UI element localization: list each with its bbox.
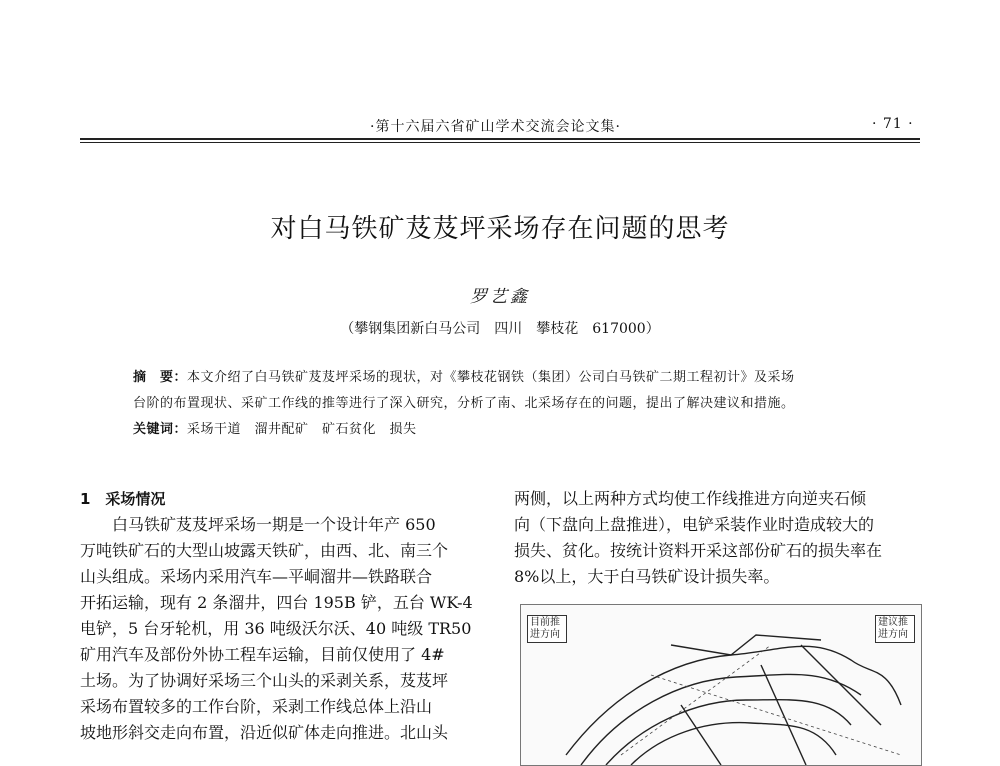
body-line: 山头组成。采场内采用汽车—平峒溜井—铁路联合 [80, 567, 433, 586]
pit-cross-line [681, 705, 721, 765]
section-heading: 1 采场情况 [80, 490, 166, 508]
abstract-text-1: 本文介绍了白马铁矿芨芨坪采场的现状，对《攀枝花钢铁（集团）公司白马铁矿二期工程初计》及采场 [187, 370, 795, 385]
right-column [514, 486, 924, 590]
left-column [80, 486, 480, 746]
current-direction-label: 目前推进方向 [527, 615, 567, 643]
body-line: 白马铁矿芨芨坪采场一期是一个设计年产 650 [112, 515, 436, 534]
author-affiliation: （攀钢集团新白马公司 四川 攀枝花 617000） [340, 321, 660, 337]
pit-cross-line [801, 645, 881, 725]
abstract-line-1 [133, 366, 795, 385]
body-line: 坡地形斜交走向布置，沿近似矿体走向推进。北山头 [80, 723, 449, 742]
body-line: 向（下盘向上盘推进），电铲采装作业时造成较大的 [514, 515, 875, 534]
header-rule-thin [80, 142, 920, 143]
keywords-label: 关键词： [133, 422, 188, 437]
suggested-direction-label: 建议推进方向 [875, 615, 915, 643]
paper-title: 对白马铁矿芨芨坪采场存在问题的思考 [270, 214, 730, 244]
body-line: 开拓运输，现有 2 条溜井，四台 195B 铲，五台 WK-4 [80, 593, 473, 612]
pit-contour-drawing [521, 605, 921, 765]
pit-diagram [520, 604, 922, 766]
author-name: 罗艺鑫 [470, 287, 530, 307]
body-line: 损失、贫化。按统计资料开采这部份矿石的损失率在 [514, 541, 883, 560]
abstract-label: 摘 要： [133, 370, 188, 385]
body-line: 两侧，以上两种方式均使工作线推进方向逆夹石倾 [514, 489, 867, 508]
body-line: 矿用汽车及部份外协工程车运输，目前仅使用了 4# [80, 645, 445, 664]
page-number: · 71 · [872, 116, 914, 132]
body-line: 电铲，5 台牙轮机，用 36 吨级沃尔沃、40 吨级 TR50 [80, 619, 472, 638]
pit-cross-line [761, 665, 806, 765]
body-line: 万吨铁矿石的大型山坡露天铁矿，由西、北、南三个 [80, 541, 449, 560]
body-line: 采场布置较多的工作台阶，采剥工作线总体上沿山 [80, 697, 433, 716]
keywords-line [133, 418, 417, 437]
body-line: 8%以上，大于白马铁矿设计损失率。 [514, 567, 780, 586]
abstract-line-2: 台阶的布置现状、采矿工作线的推等进行了深入研究，分析了南、北采场存在的问题，提出了解决建议和措施。 [133, 396, 795, 411]
pit-road-line [671, 635, 821, 655]
header-rule [80, 138, 920, 140]
pit-bench-contour [631, 723, 836, 765]
journal-header: ·第十六届六省矿山学术交流会论文集· [370, 119, 621, 135]
body-line: 土场。为了协调好采场三个山头的采剥关系，芨芨坪 [80, 671, 449, 690]
pit-bench-contour [581, 674, 861, 765]
keywords-text: 采场干道 溜井配矿 矿石贫化 损失 [187, 422, 417, 437]
